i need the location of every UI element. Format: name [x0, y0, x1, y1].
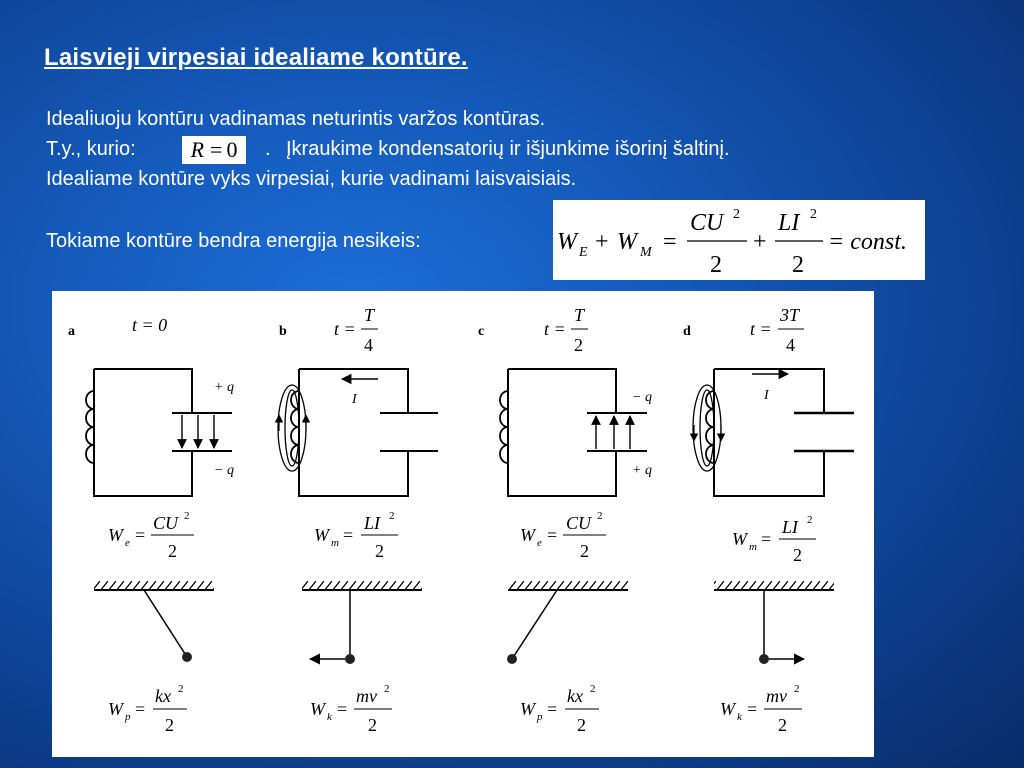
bottom-plate-charge: − q — [214, 463, 234, 478]
equals: = — [343, 525, 354, 545]
energy-symbol: W — [520, 525, 535, 545]
pend-energy-exponent: 2 — [590, 683, 596, 695]
equals: = — [135, 525, 146, 545]
pend-energy-exponent: 2 — [384, 683, 390, 695]
equals: = — [547, 525, 558, 545]
energy-denominator: 2 — [580, 541, 589, 561]
text-line-1: Idealiuoju kontūru vadinamas neturintis varžos kontūras. — [46, 108, 546, 130]
r-variable: R — [190, 137, 205, 162]
pendulum-ceiling-hatch — [302, 581, 422, 590]
pend-energy-subscript: p — [125, 711, 131, 723]
energy-equation — [553, 200, 925, 280]
we-subscript: E — [579, 245, 588, 260]
pend-energy-numerator: mv — [356, 686, 377, 706]
equals: = — [337, 699, 348, 719]
panel-label: b — [279, 324, 287, 339]
text-line-3: Idealiame kontūre vyks virpesiai, kurie vadinami laisvaisiais. — [46, 168, 577, 190]
panel-d — [683, 305, 854, 735]
fraction1-exponent: 2 — [733, 207, 740, 222]
top-plate-charge: + q — [214, 380, 234, 395]
equals-sign: = — [663, 229, 677, 255]
panel-a — [68, 315, 234, 735]
circuit-wire — [299, 369, 408, 496]
equals: = — [547, 699, 558, 719]
r-equals-sign: = — [210, 137, 223, 162]
pendulum-bob — [759, 654, 769, 664]
time-numerator: T — [574, 305, 585, 325]
text-line-2-dot: . — [265, 138, 271, 160]
energy-symbol: W — [314, 525, 329, 545]
inductor-coil — [500, 391, 508, 463]
time-lhs: t = — [750, 319, 772, 339]
equals: = — [761, 529, 772, 549]
energy-numerator: CU — [566, 513, 592, 533]
wm-symbol: W — [617, 229, 637, 255]
energy-subscript: e — [125, 537, 130, 549]
panel-label: c — [478, 324, 485, 339]
energy-exponent: 2 — [807, 514, 813, 526]
r-value: 0 — [226, 137, 238, 162]
energy-denominator: 2 — [793, 545, 802, 565]
energy-numerator: CU — [153, 513, 179, 533]
energy-denominator: 2 — [168, 541, 177, 561]
pendulum-ceiling-hatch — [714, 581, 834, 590]
pendulum-string — [144, 590, 187, 657]
pend-energy-exponent: 2 — [794, 683, 800, 695]
plus-sign-2: + — [753, 229, 767, 255]
time-numerator: T — [364, 305, 375, 325]
circuit-wire — [714, 369, 824, 496]
r-equals-zero-formula — [182, 136, 246, 164]
energy-exponent: 2 — [597, 510, 603, 522]
energy-exponent: 2 — [389, 510, 395, 522]
pendulum-ceiling-hatch — [94, 581, 214, 590]
energy-symbol: W — [108, 525, 123, 545]
top-plate-charge: − q — [632, 390, 652, 405]
pend-energy-exponent: 2 — [178, 683, 184, 695]
pendulum-bob — [182, 652, 192, 662]
equals: = — [135, 699, 146, 719]
pend-energy-subscript: p — [537, 711, 543, 723]
pendulum-bob — [345, 654, 355, 664]
text-line-2-prefix: T.y., kurio: — [46, 138, 136, 160]
pend-energy-denominator: 2 — [165, 715, 174, 735]
current-label: I — [764, 388, 769, 403]
panel-label: a — [68, 324, 75, 339]
time-denominator: 4 — [786, 335, 795, 355]
time-numerator: 3T — [780, 305, 800, 325]
energy-subscript: m — [331, 537, 339, 549]
current-label: I — [352, 392, 357, 407]
pendulum-string — [512, 590, 557, 659]
time-denominator: 4 — [364, 335, 373, 355]
pend-energy-symbol: W — [108, 699, 123, 719]
fraction1-denominator: 2 — [710, 252, 722, 278]
energy-numerator: LI — [782, 517, 799, 537]
time-denominator: 2 — [574, 335, 583, 355]
circuit-wire — [94, 369, 192, 496]
text-line-2-suffix: Įkraukime kondensatorių ir išjunkime išorinį šaltinį. — [286, 138, 730, 160]
pend-energy-numerator: kx — [155, 686, 171, 706]
bottom-plate-charge: + q — [632, 463, 652, 478]
plus-sign: + — [595, 229, 609, 255]
fraction2-denominator: 2 — [792, 252, 804, 278]
pend-energy-subscript: k — [737, 711, 742, 723]
pendulum-bob — [507, 654, 517, 664]
pend-energy-denominator: 2 — [368, 715, 377, 735]
panel-b — [278, 305, 438, 735]
we-symbol: W — [557, 229, 577, 255]
slide-title: Laisvieji virpesiai idealiame kontūre. — [44, 44, 468, 71]
panel-c — [478, 305, 652, 735]
time-label: t = 0 — [132, 315, 168, 335]
panel-label: d — [683, 324, 691, 339]
circuit-wire — [508, 369, 616, 496]
fraction1-numerator: CU — [690, 210, 724, 236]
energy-numerator: LI — [364, 513, 381, 533]
text-line-4: Tokiame kontūre bendra energija nesikeis: — [46, 230, 421, 252]
inductor-coil — [86, 391, 94, 463]
energy-subscript: m — [749, 541, 757, 553]
energy-subscript: e — [537, 537, 542, 549]
pend-energy-symbol: W — [310, 699, 325, 719]
pend-energy-numerator: mv — [766, 686, 787, 706]
pendulum-ceiling-hatch — [508, 581, 628, 590]
pend-energy-numerator: kx — [567, 686, 583, 706]
energy-exponent: 2 — [184, 510, 190, 522]
pend-energy-denominator: 2 — [577, 715, 586, 735]
const-rhs: = const. — [828, 229, 907, 255]
pend-energy-subscript: k — [327, 711, 332, 723]
time-lhs: t = — [544, 319, 566, 339]
pend-energy-symbol: W — [720, 699, 735, 719]
lc-oscillation-figure — [52, 291, 874, 757]
energy-denominator: 2 — [375, 541, 384, 561]
fraction2-numerator: LI — [778, 210, 800, 236]
energy-symbol: W — [732, 529, 747, 549]
wm-subscript: M — [640, 245, 652, 260]
equals: = — [747, 699, 758, 719]
time-lhs: t = — [334, 319, 356, 339]
fraction2-exponent: 2 — [810, 207, 817, 222]
pend-energy-symbol: W — [520, 699, 535, 719]
pend-energy-denominator: 2 — [778, 715, 787, 735]
